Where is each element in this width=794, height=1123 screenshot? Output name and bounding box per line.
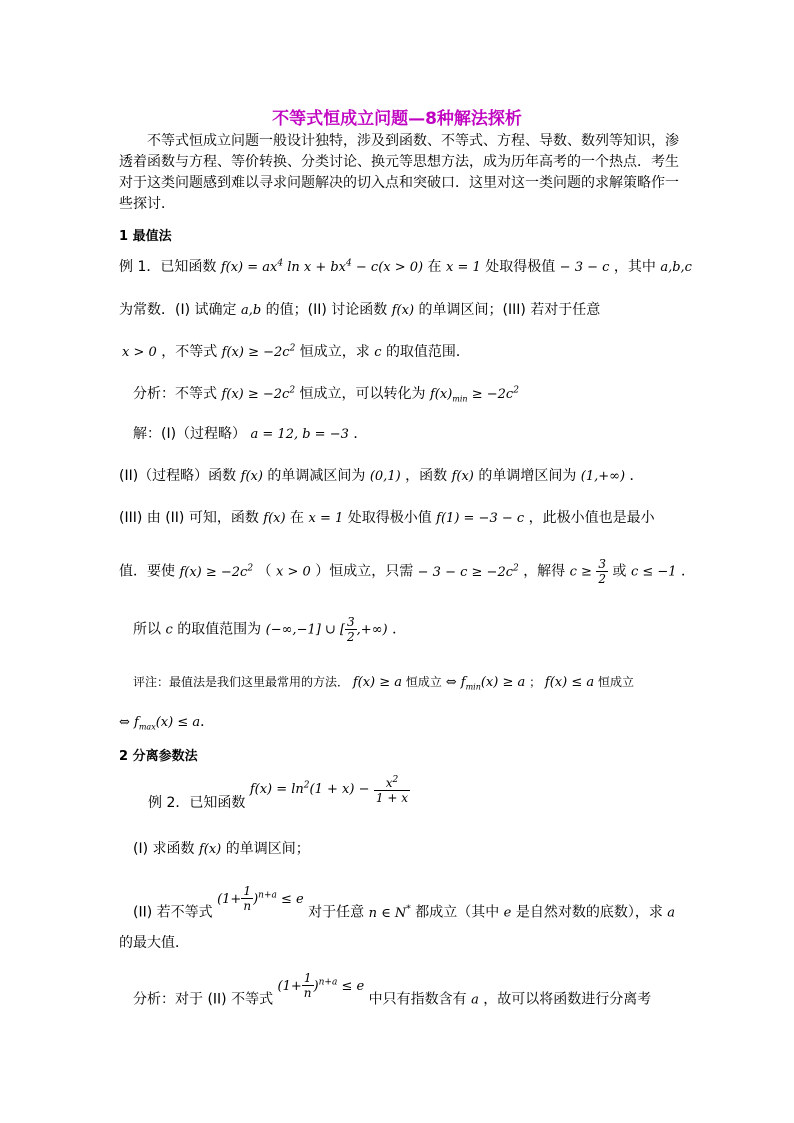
page-title: 不等式恒成立问题—8种解法探析 (272, 109, 522, 129)
example-1-line-1: 例 1．已知函数 $f(x) = ax^4$ $\ln x + bx^4 - c(x > 0)$ 在 x = 1 处取得极值 − 3 − c ，其中 a,b,c (119, 258, 692, 275)
intro-paragraph: 不等式恒成立问题一般设计独特，涉及到函数、不等式、方程、导数、数列等知识，渗透着函数与方程、等价转换、分类讨论、换元等思想方法，成为历年高考的一个热点．考生对于这类问题感到难以寻求问题解决的切入点和突破口．这里对这一类问题的求解策略作一些探讨． (119, 133, 679, 212)
note-1-line-2: ⇔ $f_{max}(x) \le a$． (119, 714, 215, 732)
example-2-q2: (II) 若不等式 (1+ $\frac{1}{n}$ )$^{n+a}$ ≤ e 对于任意 n ∈ N* 都成立（其中 e 是自然对数的底数），求 a (133, 884, 676, 921)
example-2-q2-line-2: 的最大值． (119, 935, 189, 951)
section-heading-1: 1 最值法 (119, 229, 172, 244)
solution-2: (II)（过程略）函数 f(x) 的单调减区间为 (0,1) ，函数 f(x) 的单调增区间为 (1,+∞) ． (119, 468, 644, 484)
note-1: 评注：最值法是我们这里最常用的方法． f(x) ≥ a 恒成立 ⇔ $f_{min}(x) \ge a$ ； f(x) ≤ a 恒成立 (133, 675, 634, 692)
formula-fx-def: $f(x) = ax^4$ $\ln x + bx^4 - c(x > 0)$ (220, 258, 424, 275)
solution-5: 所以 c 的取值范围为 (−∞,−1] ∪ [ $\frac{3}{2}$ ,+∞) ． (133, 615, 407, 644)
example-2-q1: (I) 求函数 f(x) 的单调区间； (133, 841, 310, 857)
example-1-line-2: 为常数．(I) 试确定 a,b 的值；(II) 讨论函数 f(x) 的单调区间；(III) 若对于任意 (119, 302, 601, 318)
fraction-3-2: $\frac{3}{2}$ (598, 557, 607, 586)
example-2-line-1: 例 2．已知函数 $f(x) = \ln^2(1 + x)$ − $\frac{x^2}{1 + x}$ (148, 775, 409, 811)
solution-4: 值．要使 $f(x) \ge -2c^2$ （ x > 0 ）恒成立，只需 − $3 - c \ge -2c^2$ ，解得 c ≥ $\frac{3}{2}$ 或 c ≤ −1 ． (119, 557, 696, 586)
solution-1: 解：(I)（过程略） a = 12, b = −3 ． (133, 426, 368, 442)
example-1-line-3: x > 0 ，不等式 $f(x) \ge -2c^2$ 恒成立，求 c 的取值范围． (122, 343, 470, 360)
section-heading-2: 2 分离参数法 (119, 749, 198, 764)
analysis-1: 分析：不等式 $f(x) \ge -2c^2$ 恒成立，可以转化为 $f(x)_{min} \ge -2c^2$ (133, 385, 519, 404)
solution-3: (III) 由 (II) 可知，函数 f(x) 在 x = 1 处取得极小值 f(1) = −3 − c ，此极小值也是最小 (119, 510, 655, 526)
analysis-2: 分析：对于 (II) 不等式 (1+ $\frac{1}{n}$ )$^{n+a}$ ≤ e 中只有指数含有 a ，故可以将函数进行分离考 (133, 971, 652, 1008)
